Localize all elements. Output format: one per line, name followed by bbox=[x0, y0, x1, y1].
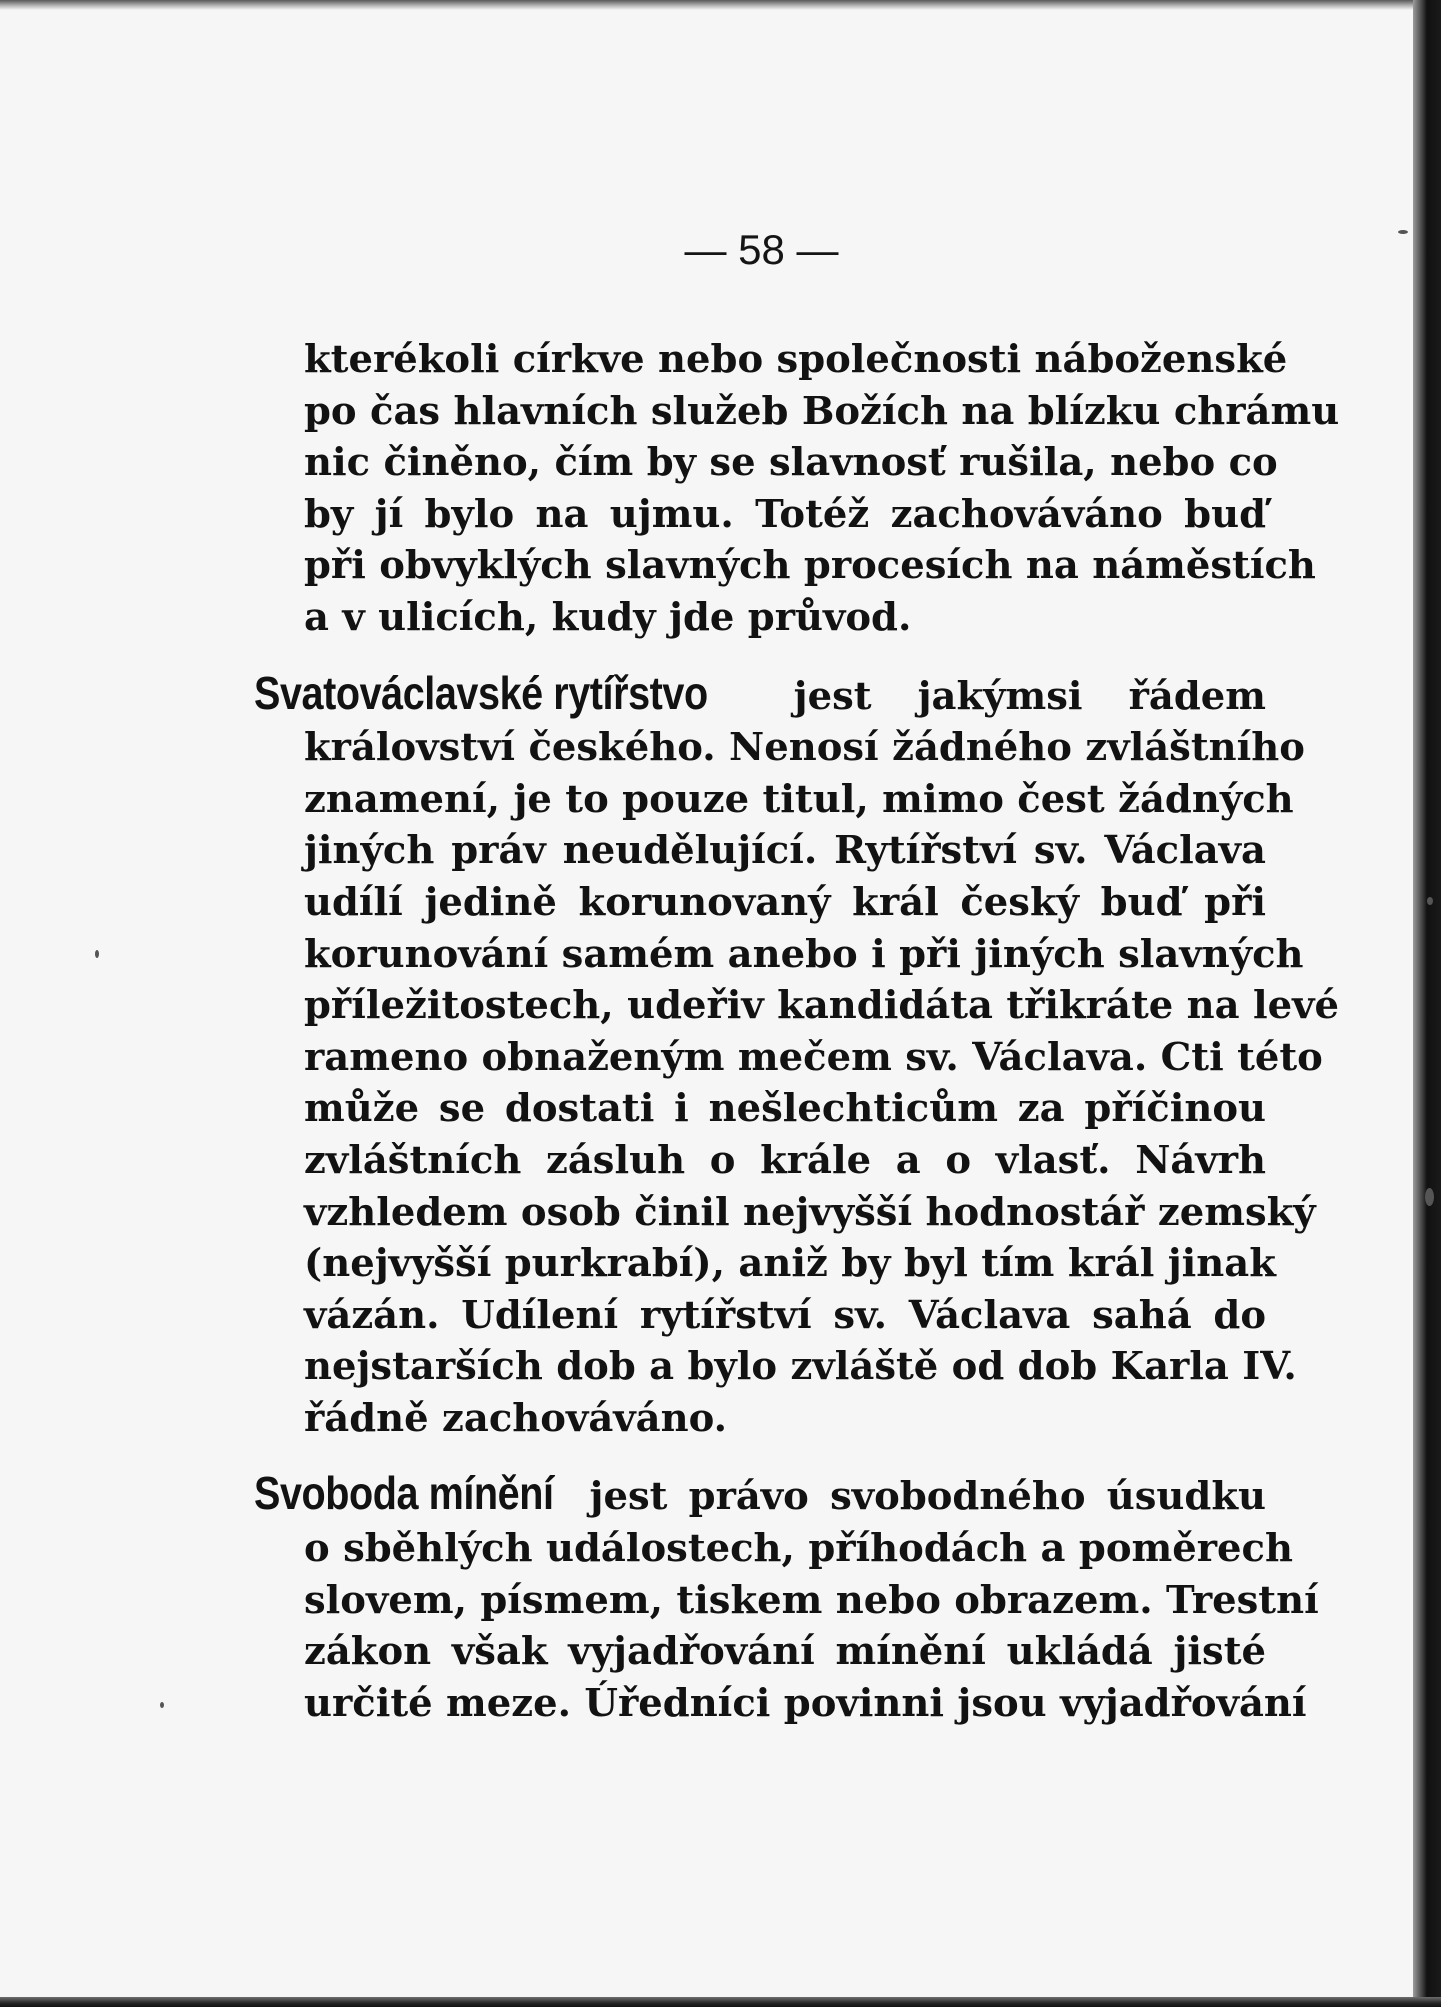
scan-speck bbox=[160, 1702, 164, 1708]
entry-term: Svatováclavské rytířstvo bbox=[254, 666, 708, 719]
paragraph-svatovaclavske-rytirstvo bbox=[254, 666, 1339, 1445]
text-line: určité meze. Úředníci povinni jsou vyjadřování bbox=[304, 1680, 1307, 1726]
text-line: zákon však vyjadřování mínění ukládá jisté bbox=[304, 1629, 1266, 1675]
text-line: jiných práv neudělující. Rytířství sv. Václava bbox=[304, 828, 1266, 874]
text-line-rest: jest právo svobodného úsudku bbox=[589, 1474, 1266, 1520]
page-number: — 58 — bbox=[684, 226, 839, 273]
entry-term: Svoboda mínění bbox=[254, 1467, 554, 1520]
text-line: slovem, písmem, tiskem nebo obrazem. Trestní bbox=[304, 1577, 1319, 1623]
scan-edge-right bbox=[1413, 0, 1441, 2007]
text-line-with-term bbox=[254, 1468, 1266, 1523]
text-line: a v ulicích, kudy jde průvod. bbox=[304, 594, 912, 640]
text-line: řádně zachováváno. bbox=[304, 1395, 727, 1441]
text-line: rameno obnaženým mečem sv. Václava. Cti této bbox=[304, 1034, 1323, 1080]
text-line-with-term bbox=[254, 668, 1266, 723]
text-line: vzhledem osob činil nejvyšší hodnostář zemský bbox=[304, 1189, 1316, 1235]
text-line: znamení, je to pouze titul, mimo čest žádných bbox=[304, 776, 1294, 822]
text-line: království českého. Nenosí žádného zvláštního bbox=[304, 725, 1305, 771]
paragraph-svoboda-mineni bbox=[254, 1467, 1319, 1729]
scan-edge-top bbox=[0, 0, 1441, 10]
scan-edge-bottom bbox=[0, 1997, 1441, 2007]
text-line: nejstarších dob a bylo zvláště od dob Karla IV. bbox=[304, 1344, 1297, 1390]
text-line: udílí jedině korunovaný král český buď při bbox=[304, 879, 1266, 925]
text-line: vázán. Udílení rytířství sv. Václava sahá do bbox=[304, 1292, 1266, 1338]
text-line: o sběhlých událostech, příhodách a poměrech bbox=[304, 1526, 1293, 1572]
text-line: (nejvyšší purkrabí), aniž by byl tím král jinak bbox=[304, 1241, 1276, 1287]
text-line: kterékoli církve nebo společnosti náboženské bbox=[304, 337, 1288, 382]
text-line: může se dostati i nešlechticům za příčinou bbox=[304, 1086, 1266, 1132]
scan-speck bbox=[95, 950, 99, 958]
text-line: příležitostech, udeřiv kandidáta třikráte na levé bbox=[304, 983, 1339, 1029]
scan-speck bbox=[1425, 1188, 1434, 1206]
scan-speck bbox=[1398, 230, 1408, 234]
paragraph-continuation bbox=[304, 334, 1340, 644]
text-line: by jí bylo na ujmu. Totéž zachováváno buď bbox=[304, 491, 1266, 537]
page-body-text bbox=[254, 334, 1340, 1729]
text-line: korunování samém anebo i při jiných slavných bbox=[304, 931, 1304, 977]
scan-speck bbox=[1427, 897, 1433, 905]
text-line: po čas hlavních služeb Božích na blízku chrámu bbox=[304, 388, 1340, 434]
text-line: při obvyklých slavných procesích na náměstích bbox=[304, 543, 1316, 589]
text-line: nic činěno, čím by se slavnosť rušila, nebo co bbox=[304, 440, 1278, 486]
text-line: zvláštních zásluh o krále a o vlasť. Návrh bbox=[304, 1137, 1266, 1183]
text-line-rest: jest jakýmsi řádem bbox=[793, 673, 1266, 719]
